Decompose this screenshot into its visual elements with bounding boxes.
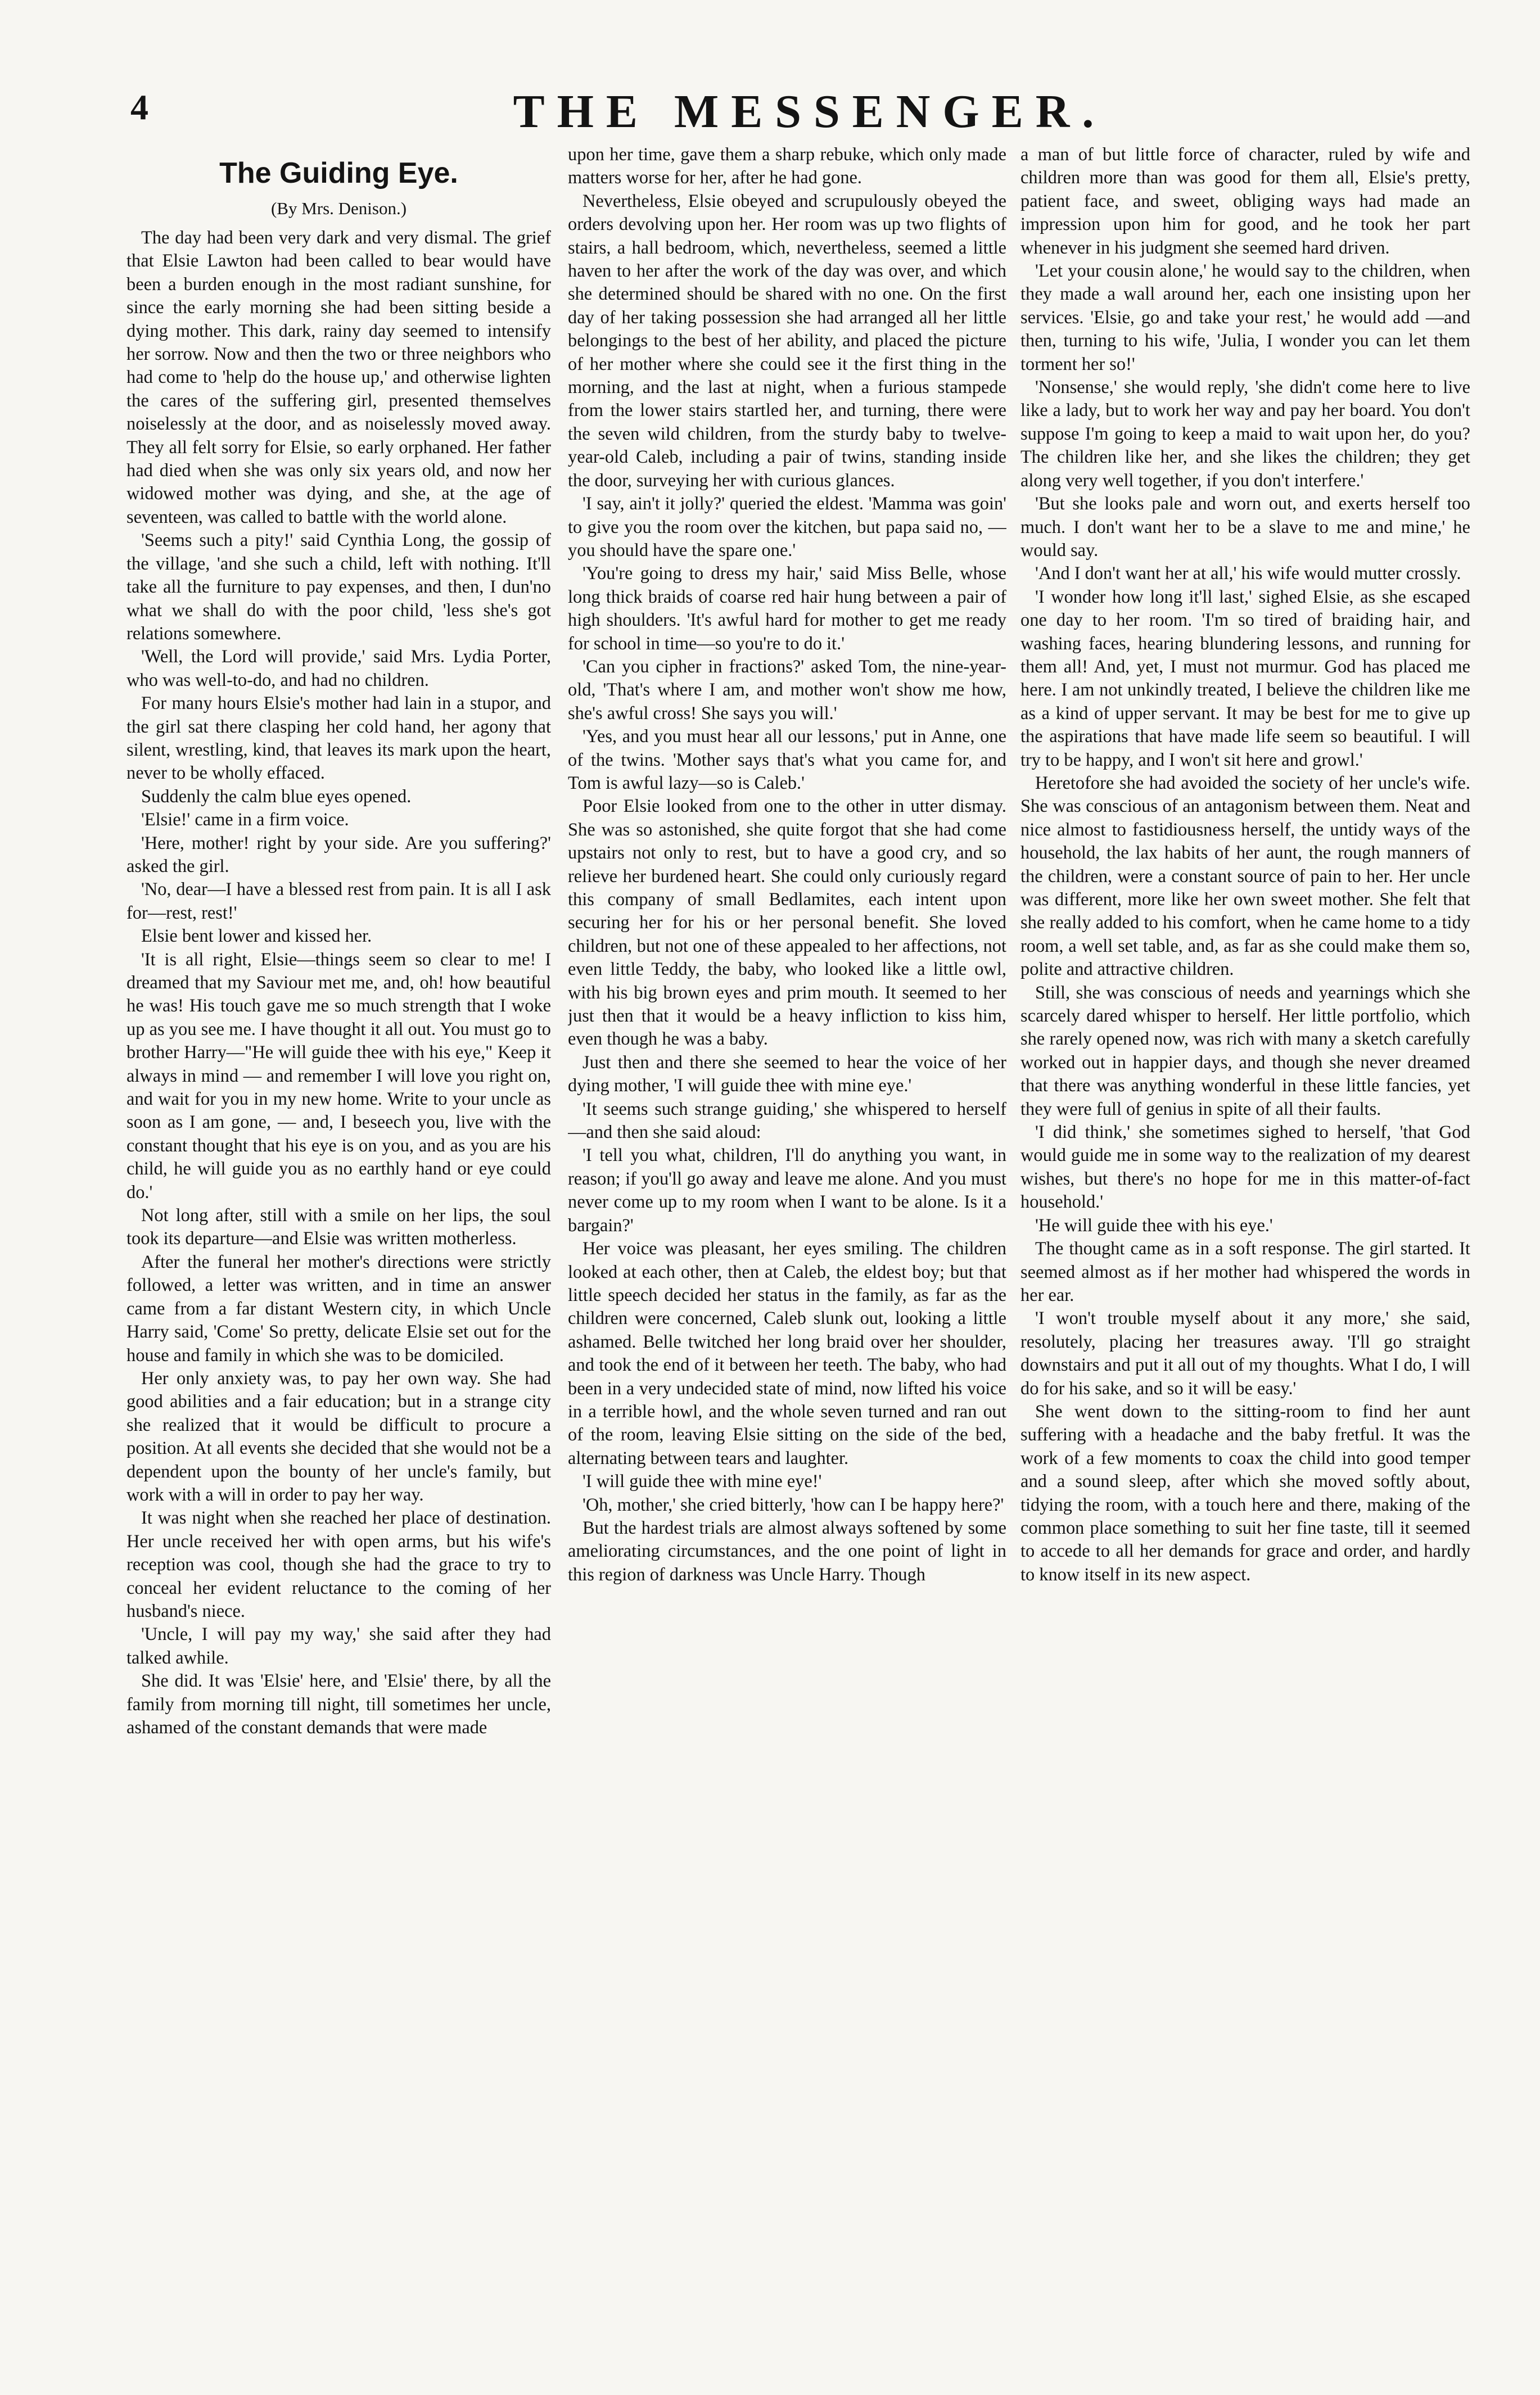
paragraph: 'And I don't want her at all,' his wife would mutter crossly.	[1035, 563, 1461, 584]
paragraph: 'I will guide thee with mine eye!'	[582, 1471, 822, 1492]
paragraph: She did. It was 'Elsie' here, and 'Elsie' there, by all the family from morning till night, till sometimes her uncle, ashamed of the constant demands that were made	[127, 1671, 551, 1738]
paragraph: Still, she was conscious of needs and yearnings which she scarcely dared whisper to herself. Her little portfolio, which she rarely opened now, was rich with many a sketch carefully worked out in happier days, and though she never dreamed that there was anything wonderful in these little fancies, yet they were full of genius in spite of all their faults.	[1020, 982, 1470, 1119]
paragraph: 'Elsie!' came in a firm voice.	[141, 810, 349, 830]
paragraph: 'Let your cousin alone,' he would say to the children, when they made a wall around her, each one insisting upon her services. 'Elsie, go and take your rest,' he would add —and then, turning to his wife, 'Julia, I wonder you can let them torment her so!'	[1020, 261, 1470, 374]
masthead: THE MESSENGER.	[513, 85, 1107, 138]
paragraph: Not long after, still with a smile on her lips, the soul took its departure—and Elsie was written motherless.	[127, 1205, 551, 1249]
paragraph: Heretofore she had avoided the society of her uncle's wife. She was conscious of an antagonism between them. Neat and nice almost to fastidiousness herself, the untidy ways of the household, the lax habits of her aunt, the rough manners of the children, were a constant source of pain to her. Her uncle was different, more like her own sweet mother. She felt that she really added to his comfort, when he came home to a tidy room, a well set table, and, as far as she could make them so, polite and attractive children.	[1020, 772, 1470, 980]
paragraph: 'You're going to dress my hair,' said Miss Belle, whose long thick braids of coarse red hair hung between a pair of high shoulders. 'It's awful hard for mother to get me ready for school in time—so you're to do it.'	[568, 563, 1006, 654]
paragraph: It was night when she reached her place of destination. Her uncle received her with open arms, but his wife's reception was cool, though she had the grace to try to conceal her evident reluctance to the coming of her husband's niece.	[127, 1508, 551, 1621]
paragraph: 'It seems such strange guiding,' she whispered to herself—and then she said aloud:	[568, 1099, 1006, 1143]
column-2	[568, 143, 1006, 2280]
paragraph: 'Oh, mother,' she cried bitterly, 'how can I be happy here?'	[582, 1494, 1004, 1515]
paragraph: 'No, dear—I have a blessed rest from pain. It is all I ask for—rest, rest!'	[127, 879, 551, 923]
paragraph: a man of but little force of character, ruled by wife and children more than was good for them all, Elsie's pretty, patient face, and sweet, obliging ways had made an impression upon him for good, and he took her part whenever in his judgment she seemed hard driven.	[1020, 144, 1470, 258]
paragraph: upon her time, gave them a sharp rebuke, which only made matters worse for her, after he had gone.	[568, 144, 1006, 188]
paragraph: 'Nonsense,' she would reply, 'she didn't come here to live like a lady, but to work her way and pay her board. You don't suppose I'm going to keep a maid to wait upon her, do you? The children like her, and she likes the children; they get along very well together, if you don't interfere.'	[1020, 377, 1470, 491]
paragraph: Her voice was pleasant, her eyes smiling. The children looked at each other, then at Caleb, the eldest boy; but that little speech decided her status in the family, as far as the children were concerned, Caleb slunk out, looking a little ashamed. Belle twitched her long braid over her shoulder, and took the end of it between her teeth. The baby, who had been in a very undecided state of mind, now lifted his voice in a terrible howl, and the whole seven turned and ran out of the room, leaving Elsie sitting on the side of the bed, alternating between tears and laughter.	[568, 1239, 1006, 1468]
paragraph: But the hardest trials are almost always softened by some ameliorating circumstances, and the one point of light in this region of darkness was Uncle Harry. Though	[568, 1517, 1006, 1585]
article-byline: (By Mrs. Denison.)	[270, 198, 407, 218]
article-title: The Guiding Eye.	[219, 157, 458, 189]
paragraph: 'I won't trouble myself about it any more,' she said, resolutely, placing her treasures away. 'I'll go straight downstairs and put it all out of my thoughts. What I do, I will do for his sake, and so it will be easy.'	[1020, 1308, 1470, 1399]
paragraph: Poor Elsie looked from one to the other in utter dismay. She was so astonished, she quite forgot that she had come upstairs not only to rest, but to have a good cry, and so relieve her burdened heart. She could only curiously regard this company of small Bedlamites, each intent upon securing her for his or her personal benefit. She loved children, but not one of these appealed to her affections, not even little Teddy, the baby, who looked like a little owl, with his big brown eyes and prim mouth. It seemed to her just then that it would be a heavy infliction to kiss him, even though he was a baby.	[568, 796, 1006, 1050]
paragraph: The thought came as in a soft response. The girl started. It seemed almost as if her mother had whispered the words in her ear.	[1020, 1239, 1470, 1305]
paragraph: 'I did think,' she sometimes sighed to herself, 'that God would guide me in some way to the realization of my dearest wishes, but there's no hope for me in this matter-of-fact household.'	[1020, 1122, 1470, 1213]
paragraph: 'It is all right, Elsie—things seem so clear to me! I dreamed that my Saviour met me, and, oh! how beautiful he was! His touch gave me so much strength that I woke up as you see me. I have thought it all out. You must go to brother Harry—"He will guide thee with his eye," Keep it always in mind — and remember I will love you right on, and wait for you in my new home. Write to your uncle as soon as I am gone, — and, I beseech you, live with the constant thought that his eye is on you, and as you are his child, he will guide you as no earthly hand or eye could do.'	[127, 949, 551, 1203]
paragraph: Elsie bent lower and kissed her.	[141, 926, 372, 947]
paragraph: Just then and there she seemed to hear the voice of her dying mother, 'I will guide thee with mine eye.'	[568, 1052, 1006, 1096]
column-1-body	[127, 227, 551, 1739]
paragraph: 'I wonder how long it'll last,' sighed Elsie, as she escaped one day to her room. 'I'm so tired of braiding hair, and washing faces, hearing blundering lessons, and running for them all! And, yet, I must not murmur. God has placed me here. I am not unkindly treated, I believe the children like me as a kind of upper servant. It may be best for me to give up the aspirations that have made life seem so beautiful. I will try to be happy, and I won't sit here and growl.'	[1020, 586, 1470, 770]
column-3	[1020, 143, 1470, 2280]
column-2-body	[568, 143, 1006, 1587]
paragraph: Suddenly the calm blue eyes opened.	[141, 786, 412, 807]
paragraph: 'Seems such a pity!' said Cynthia Long, the gossip of the village, 'and she such a child, left with nothing. It'll take all the furniture to pay expenses, and then, I dun'no what we shall do with the poor child, 'less she's got relations somewhere.	[127, 530, 551, 644]
paragraph: For many hours Elsie's mother had lain in a stupor, and the girl sat there clasping her cold hand, her agony that silent, wrestling, kind, that leaves its mark upon the heart, never to be wholly effaced.	[127, 693, 551, 784]
column-3-body	[1020, 143, 1470, 1587]
paragraph: 'I tell you what, children, I'll do anything you want, in reason; if you'll go away and leave me alone. And you must never come up to my room when I want to be alone. Is it a bargain?'	[568, 1145, 1006, 1236]
paragraph: 'Well, the Lord will provide,' said Mrs. Lydia Porter, who was well-to-do, and had no children.	[127, 647, 551, 690]
paragraph: 'Yes, and you must hear all our lessons,' put in Anne, one of the twins. 'Mother says that's what you came for, and Tom is awful lazy—so is Caleb.'	[568, 726, 1006, 793]
page-number: 4	[130, 87, 148, 127]
paragraph: 'But she looks pale and worn out, and exerts herself too much. I don't want her to be a slave to me and mine,' he would say.	[1020, 494, 1470, 561]
paragraph: 'Can you cipher in fractions?' asked Tom, the nine-year-old, 'That's where I am, and mother won't show me how, she's awful cross! She says you will.'	[568, 656, 1006, 724]
column-1	[127, 143, 551, 2280]
paragraph: 'He will guide thee with his eye.'	[1035, 1215, 1273, 1236]
paragraph: 'Here, mother! right by your side. Are you suffering?' asked the girl.	[127, 833, 551, 876]
paragraph: 'Uncle, I will pay my way,' she said after they had talked awhile.	[127, 1624, 551, 1668]
paragraph: Her only anxiety was, to pay her own way. She had good abilities and a fair education; but in a strange city she realized that it would be difficult to procure a position. At all events she decided that she would not be a dependent upon the bounty of her uncle's family, but work with a will in order to pay her way.	[127, 1368, 551, 1505]
article-columns	[127, 143, 1470, 2280]
paragraph: Nevertheless, Elsie obeyed and scrupulously obeyed the orders devolving upon her. Her room was up two flights of stairs, a hall bedroom, which, nevertheless, seemed a little haven to her after the work of the day was over, and which she determined should be shared with no one. On the first day of her taking possession she had arranged all her little belongings to the best of her ability, and placed the picture of her mother where she could see it the first thing in the morning, and the last at night, when a furious stampede from the lower stairs startled her, and turning, there were the seven wild children, from the sturdy baby to twelve-year-old Caleb, including a pair of twins, standing inside the door, surveying her with curious glances.	[568, 191, 1006, 491]
page-header	[0, 84, 1540, 146]
paragraph: 'I say, ain't it jolly?' queried the eldest. 'Mamma was goin' to give you the room over the kitchen, but papa said no, — you should have the spare one.'	[568, 494, 1006, 561]
paragraph: After the funeral her mother's directions were strictly followed, a letter was written, and in time an answer came from a far distant Western city, in which Uncle Harry said, 'Come' So pretty, delicate Elsie set out for the house and family in which she was to be domiciled.	[127, 1251, 551, 1366]
paragraph: The day had been very dark and very dismal. The grief that Elsie Lawton had been called to bear would have been a burden enough in the most radiant sunshine, for since the early morning she had been sitting beside a dying mother. This dark, rainy day seemed to intensify her sorrow. Now and then the two or three neighbors who had come to 'help do the house up,' and otherwise lighten the cares of the suffering girl, presented themselves noiselessly at the door, and as noiselessly moved away. They all felt sorry for Elsie, so early orphaned. Her father had died when she was only six years old, and now her widowed mother was dying, and she, at the age of seventeen, was called to battle with the world alone.	[127, 228, 551, 527]
paragraph: She went down to the sitting-room to find her aunt suffering with a headache and the baby fretful. It was the work of a few moments to coax the child into good temper and a sound sleep, after which she moved softly about, tidying the room, with a touch here and there, making of the common place something to suit her fine taste, till it seemed to accede to all her demands for grace and order, and hardly to know itself in its new aspect.	[1020, 1401, 1470, 1585]
